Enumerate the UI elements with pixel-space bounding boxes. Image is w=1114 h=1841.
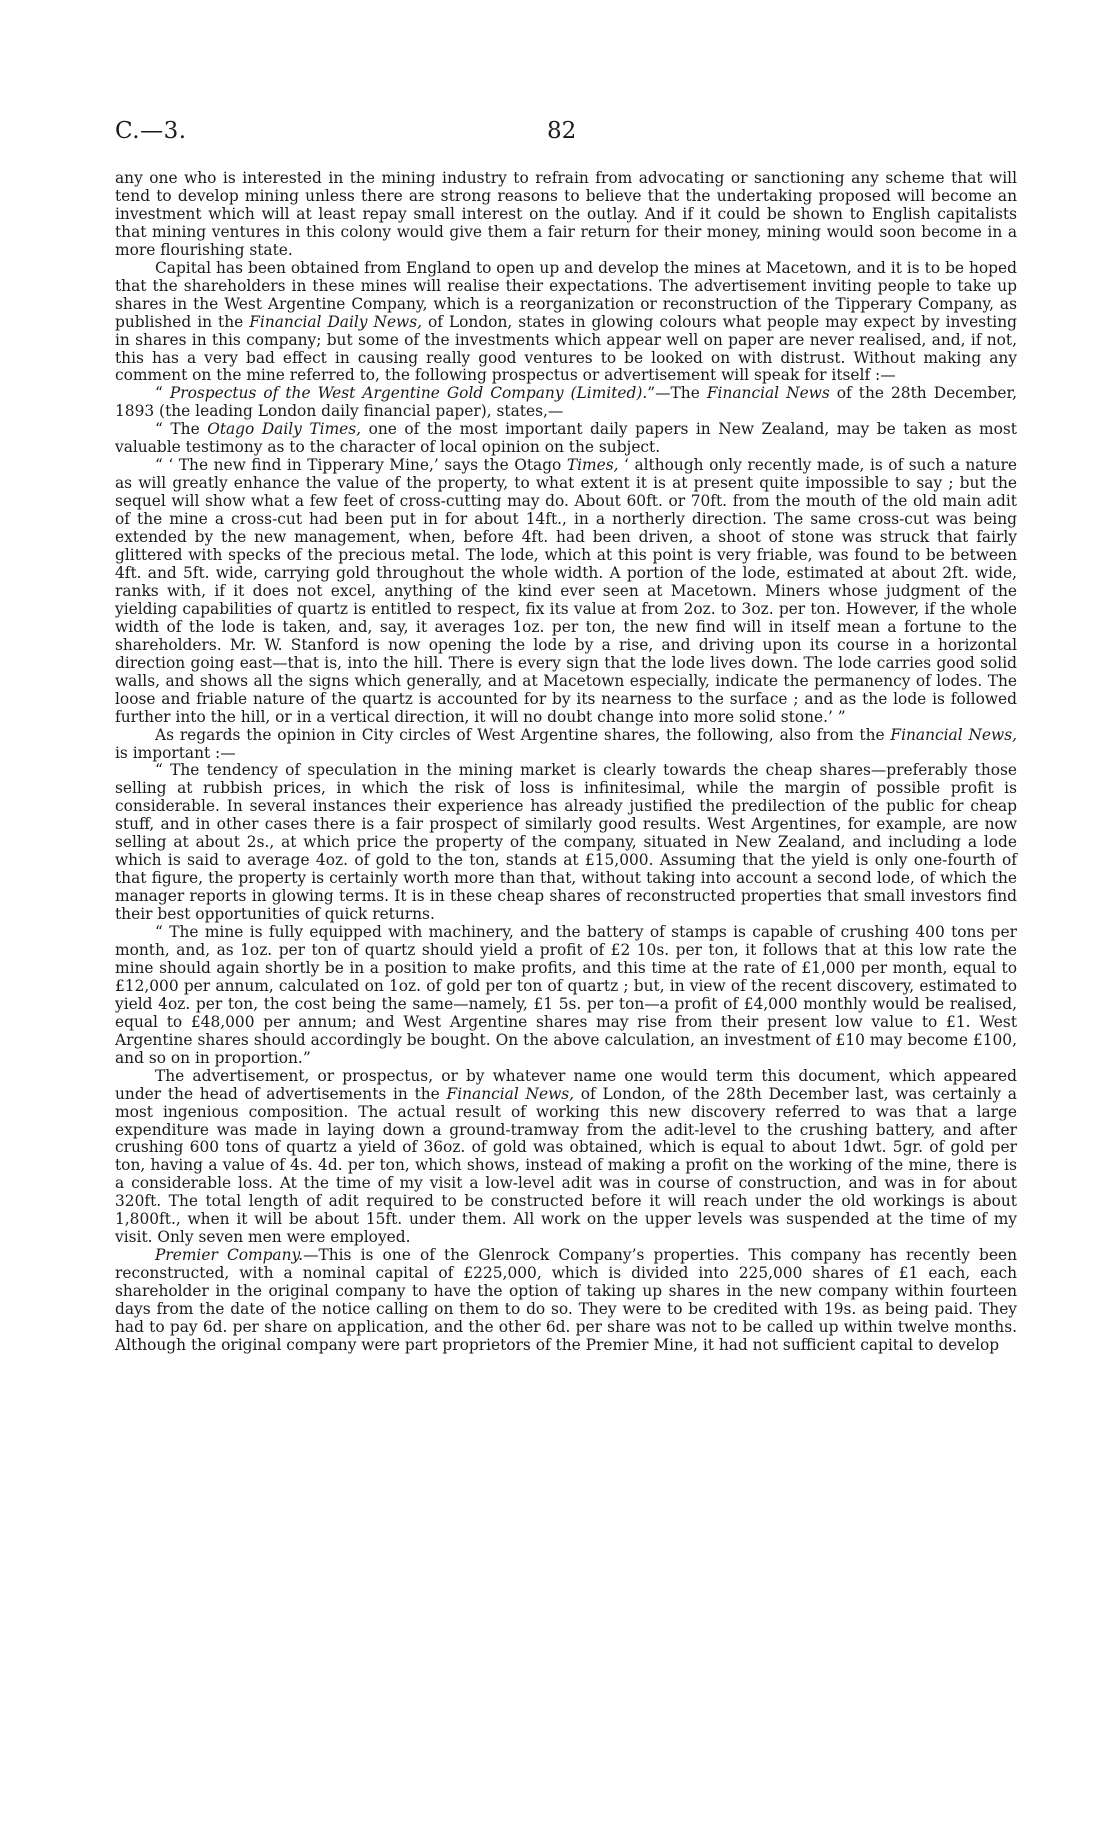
text-segment: “ The xyxy=(155,420,208,439)
paragraph xyxy=(115,1068,1017,1248)
text-segment: is important :— xyxy=(115,743,236,762)
text-segment: “ ‘ The new find in Tipperary Mine,’ says the Otago xyxy=(155,456,567,475)
text-segment: ”—The xyxy=(647,384,707,403)
paragraph xyxy=(115,457,1017,726)
paragraph xyxy=(115,260,1017,386)
text-segment: “ The mine is fully equipped with machinery, and the battery of stamps is capable of crushing 400 tons per month, and, as 1oz. per ton of quartz should yield a profit of £2 10s. per ton, it follows that at this low rate the mine should again shortly be in a position to make profits, and this time at the rate of £1,000 per month, equal to £12,000 per annum, calculated on 1oz. of gold per ton of quartz ; but, in view of the recent discovery, estimated to yield 4oz. per ton, the cost being the same—namely, £1 5s. per ton—a profit of £4,000 monthly would be realised, equal to £48,000 per annum; and West Argentine shares may rise from their present low value to £1. West Argentine shares should accordingly be bought. On the above calculation, an investment of £10 may become £100, and so on in proportion.” xyxy=(115,923,1017,1067)
text-segment: of the 28th December, 1893 (the leading London daily financial paper), states,— xyxy=(115,384,1018,421)
document-reference: C.—3. xyxy=(115,118,187,144)
page-number: 82 xyxy=(547,118,577,144)
page-header xyxy=(115,118,1015,152)
italic-text-segment: Financial News xyxy=(706,384,830,403)
text-segment: “ The tendency of speculation in the mining market is clearly towards the cheap shares—preferably those selling at rubbish prices, in which the risk of loss is infinitesimal, while the margin of possible profit is considerable. In several instances their experience has already justified the predilection of the public for cheap stuff, and in other cases there is a fair prospect of similarly good results. West Argentines, for example, are now selling at about 2s., at which price the property of the company, situated in New Zealand, and including a lode which is said to average 4oz. of gold to the ton, stands at £15,000. Assuming that the yield is only one-fourth of that figure, the property is certainly worth more than that, without taking into account a second lode, of which the manager reports in glowing terms. It is in these cheap shares of reconstructed properties that small investors find their best opportunities of quick returns. xyxy=(115,761,1017,924)
italic-text-segment: Financial Daily News, xyxy=(249,312,423,331)
text-segment: of London, of the 28th December last, was certainly a most ingenious composition. The actual result of working this new discovery referred to was that a large expenditure was made in laying down a ground-tramway from the adit-level to the crushing battery, and after crushing 600 tons of quartz a yield of 36oz. of gold was obtained, which is equal to about 1dwt. 5gr. of gold per ton, having a value of 4s. 4d. per ton, which shows, instead of making a profit on the working of the mine, there is a considerable loss. At the time of my visit a low-level adit was in course of construction, and was in for about 320ft. The total length of adit required to be constructed before it will reach under the old workings is about 1,800ft., when it will be about 15ft. under them. All work on the upper levels was suspended at the time of my visit. Only seven men were employed. xyxy=(115,1084,1017,1247)
text-segment: —This is one of the Glenrock Company’s properties. This company has recently been reconstructed, with a nominal capital of £225,000, which is divided into 225,000 shares of £1 each, each shareholder in the original company to have the option of taking up shares in the new company within fourteen days from the date of the notice calling on them to do so. They were to be credited with 19s. as being paid. They had to pay 6d. per share on application, and the other 6d. per share was not to be called up within twelve months. Although the original company were part proprietors of the Premier Mine, it had not sufficient capital to develop xyxy=(115,1246,1017,1354)
paragraph xyxy=(115,727,1017,763)
italic-text-segment: Prospectus of the West Argentine Gold Company (Limited). xyxy=(169,384,648,403)
italic-text-segment: Otago Daily Times, xyxy=(207,420,362,439)
body-text xyxy=(115,170,1017,1355)
text-segment: any one who is interested in the mining industry to refrain from advocating or sanctioning any scheme that will tend to develop mining unless there are strong reasons to believe that the undertaking proposed will become an investment which will at least repay small interest on the outlay. And if it could be shown to English capitalists that mining ventures in this colony would give them a fair return for their money, mining would soon become in a more flourishing state. xyxy=(115,169,1017,259)
text-segment: of London, states in glowing colours what people may expect by investing in shares in this company; but some of the investments which appear well on paper are never realised, and, if not, this has a very bad effect in causing really good ventures to be looked on with distrust. Without making any comment on the mine referred to, the following prospectus or advertisement will speak for itself :— xyxy=(115,312,1017,385)
text-segment: As regards the opinion in City circles of West Argentine shares, the following, also from the xyxy=(155,725,891,744)
text-segment: “ xyxy=(155,384,170,403)
paragraph xyxy=(115,924,1017,1068)
italic-text-segment: Premier Company. xyxy=(155,1246,304,1265)
text-segment: The advertisement, or prospectus, or by whatever name one would term this document, which appeared under the head of advertisements in the xyxy=(115,1066,1017,1103)
text-segment: ‘ although only recently made, is of such a nature as will greatly enhance the value of the property, to what extent it is at present quite impossible to say ; but the sequel will show what a few feet of cross-cutting may do. About 60ft. or 70ft. from the mouth of the old main adit of the mine a cross-cut had been put in for about 14ft., in a northerly direction. The same cross-cut was being extended by the new management, when, before 4ft. had been driven, a shoot of stone was struck that fairly glittered with specks of the precious metal. The lode, which at this point is very friable, was found to be between 4ft. and 5ft. wide, carrying gold throughout the whole width. A portion of the lode, estimated at about 2ft. wide, ranks with, if it does not excel, anything of the kind ever seen at Macetown. Miners whose judgment of the yielding capabilities of quartz is entitled to respect, fix its value at from 2oz. to 3oz. per ton. However, if the whole width of the lode is taken, and, say, it averages 1oz. per ton, the new find will in itself mean a fortune to the shareholders. Mr. W. Stanford is now opening the lode by a rise, and driving upon its course in a horizontal direction going east—that is, into the hill. There is every sign that the lode lives down. The lode carries good solid walls, and shows all the signs which generally, and at Macetown especially, indicate the permanency of lodes. The loose and friable nature of the quartz is accounted for by its nearness to the surface ; and as the lode is followed further into the hill, or in a vertical direction, it will no doubt change into more solid stone.’ ” xyxy=(115,456,1017,726)
text-segment: Capital has been obtained from England to open up and develop the mines at Macetown, and it is to be hoped that the shareholders in these mines will realise their expectations. The advertisement inviting people to take up shares in the West Argentine Company, which is a reorganization or reconstruction of the Tipperary Company, as published in the xyxy=(115,258,1017,331)
paragraph xyxy=(115,421,1017,457)
italic-text-segment: Financial News, xyxy=(890,725,1017,744)
paragraph xyxy=(115,385,1017,421)
paragraph xyxy=(115,1247,1017,1355)
italic-text-segment: Financial News, xyxy=(446,1084,575,1103)
paragraph xyxy=(115,762,1017,924)
italic-text-segment: Times, xyxy=(566,456,619,475)
paragraph xyxy=(115,170,1017,260)
text-segment: one of the most important daily papers in New Zealand, may be taken as most valuable testimony as to the character of local opinion on the subject. xyxy=(115,420,1017,457)
